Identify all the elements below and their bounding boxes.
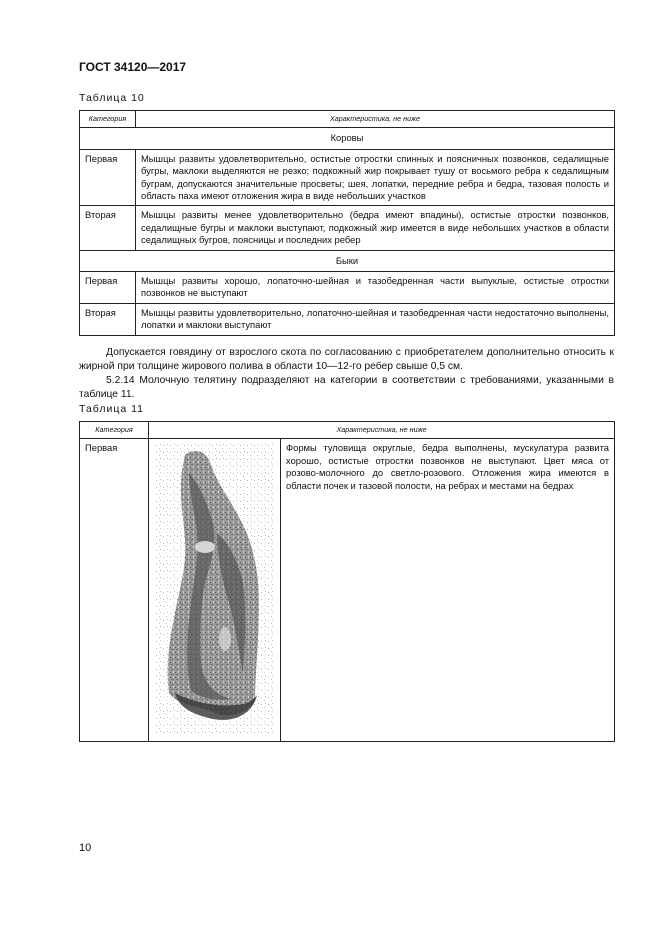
table-row xyxy=(80,272,615,304)
section-row xyxy=(80,250,615,271)
column-header-category: Категория xyxy=(80,422,149,439)
document-code: ГОСТ 34120—2017 xyxy=(79,60,187,74)
body-text xyxy=(79,346,614,402)
category-cell: Первая xyxy=(80,439,149,742)
column-header-category: Категория xyxy=(80,111,136,128)
characteristic-cell: Мышцы развиты удовлетворительно, остистые отростки спинных и поясничных позвонков, седалищные бугры, маклоки выделяются не резко; подкожный жир покрывает тушу от восьмого ребра к седалищным буграм, допускаются значительные просветы; шея, лопатки, передние ребра и бедра, тазовая полость и область паха имеют отложения жира в виде небольших участков xyxy=(136,149,615,206)
characteristic-cell: Мышцы развиты удовлетворительно, лопаточно-шейная и тазобедренная части недостаточно выполнены, лопатки и маклоки выступают xyxy=(136,303,615,335)
category-cell: Вторая xyxy=(80,206,136,250)
table-header-row xyxy=(80,111,615,128)
table-row xyxy=(80,149,615,206)
characteristic-cell: Мышцы развиты хорошо, лопаточно-шейная и тазобедренная части выпуклые, остистые отростки позвонков не выступают xyxy=(136,272,615,304)
table-row xyxy=(80,303,615,335)
table-11-caption: Таблица 11 xyxy=(79,403,144,415)
veal-carcass-image xyxy=(155,443,273,735)
image-cell xyxy=(149,439,281,742)
section-title-bulls: Быки xyxy=(80,250,615,271)
table-row xyxy=(80,206,615,250)
column-header-characteristic: Характеристика, не ниже xyxy=(149,422,615,439)
section-title-cows: Коровы xyxy=(80,128,615,149)
paragraph: 5.2.14 Молочную телятину подразделяют на категории в соответствии с требованиями, указанными в таблице 11. xyxy=(79,375,614,400)
section-row xyxy=(80,128,615,149)
paragraph: Допускается говядину от взрослого скота по согласованию с приобретателем дополнительно относить к жирной при толщине жирового полива в области 10—12-го ребер свыше 0,5 см. xyxy=(79,347,614,372)
table-10-caption: Таблица 10 xyxy=(79,92,145,104)
characteristic-cell: Формы туловища округлые, бедра выполнены, мускулатура развита хорошо, остистые отростки позвонков не выступают. Цвет мяса от розово-молочного до светло-розового. Отложения жира имеются в области почек и тазовой полости, на ребрах и местами на бедрах xyxy=(281,439,615,742)
table-10 xyxy=(79,110,615,336)
category-cell: Первая xyxy=(80,272,136,304)
table-row xyxy=(80,439,615,742)
page-number: 10 xyxy=(79,842,92,854)
column-header-characteristic: Характеристика, не ниже xyxy=(136,111,615,128)
category-cell: Вторая xyxy=(80,303,136,335)
characteristic-cell: Мышцы развиты менее удовлетворительно (бедра имеют впадины), остистые отростки позвонков, седалищные бугры и маклоки выступают, подкожный жир имеется в виде небольших участков в области седалищных бугров, поясницы и последних ребер xyxy=(136,206,615,250)
table-header-row xyxy=(80,422,615,439)
category-cell: Первая xyxy=(80,149,136,206)
table-11 xyxy=(79,421,615,742)
